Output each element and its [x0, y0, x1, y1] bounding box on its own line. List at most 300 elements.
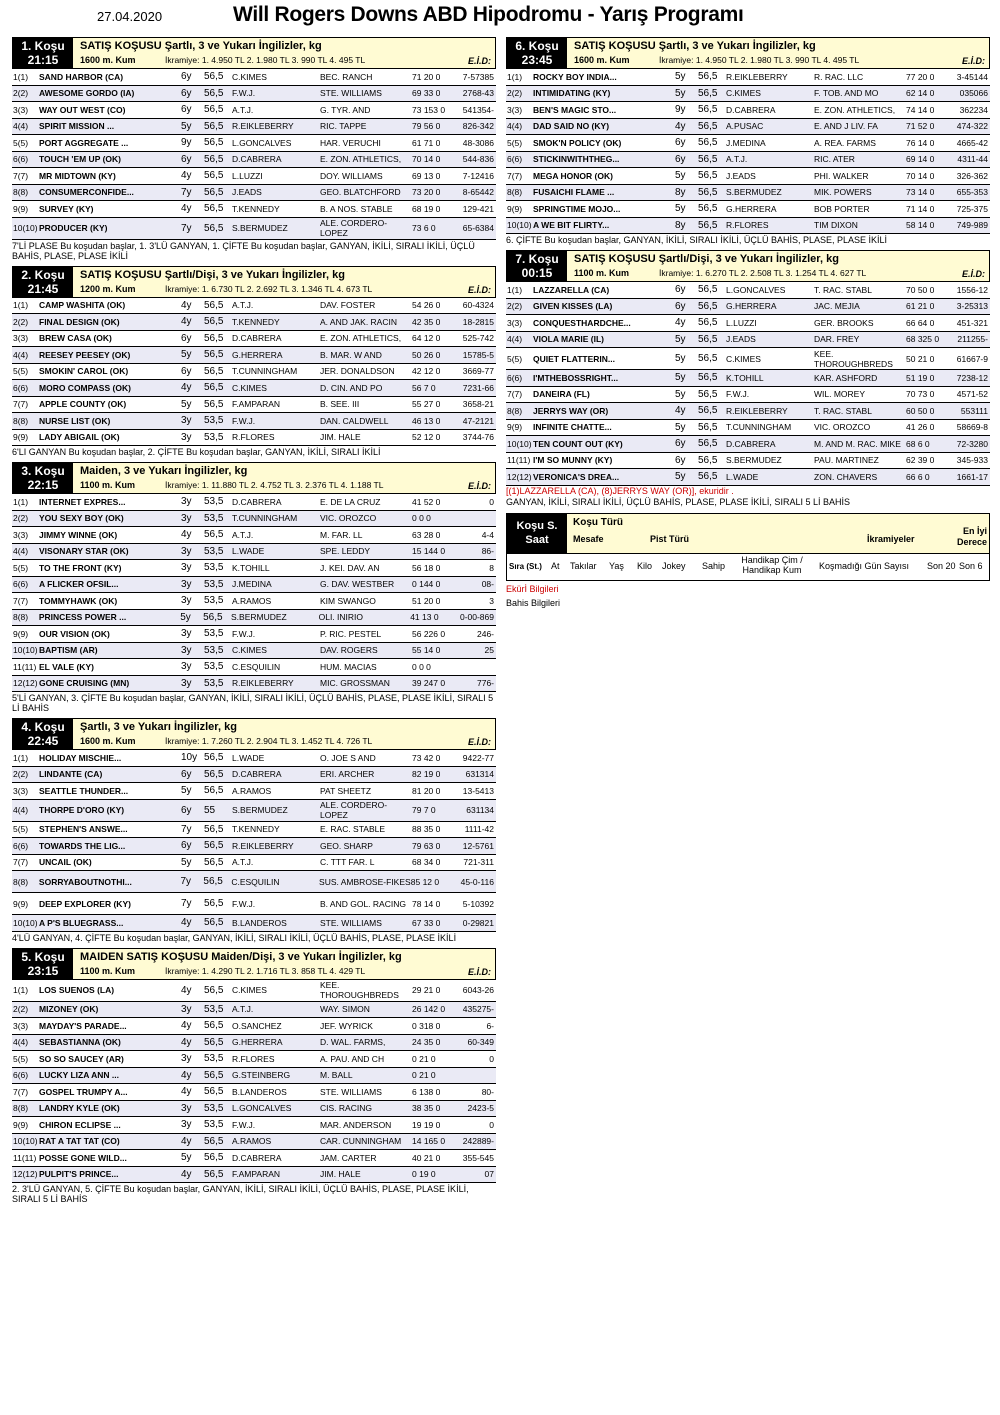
owner-name: BOB PORTER	[814, 203, 870, 214]
last-races: 80-	[481, 1086, 494, 1097]
ekuri-note: [(1)LAZZARELLA (CA), (8)JERRYS WAY (OR)], ekuridir .	[506, 485, 734, 496]
horse-weight: 56,5	[204, 332, 224, 344]
runner-row	[12, 822, 496, 839]
race-time: 21:15	[27, 53, 59, 67]
legend-son20: Son 20	[927, 560, 956, 571]
horse-age: 6y	[181, 840, 192, 852]
horse-stats: 70 50 0	[906, 284, 935, 295]
owner-name: E. ZON. ATHLETICS,	[320, 333, 402, 344]
runner-row	[12, 152, 496, 169]
owner-name: G. TYR. AND	[320, 104, 371, 115]
race-number-box	[13, 719, 73, 749]
runner-number: 8(8)	[13, 415, 29, 426]
horse-stats: 26 142 0	[412, 1004, 446, 1015]
horse-name: A FLICKER OFSIL...	[39, 579, 119, 590]
runner-row	[506, 135, 990, 152]
runner-row	[506, 387, 990, 404]
horse-stats: 67 33 0	[412, 917, 441, 928]
jockey-name: F.AMPARAN	[232, 399, 281, 410]
legend-kosu-turu: Koşu Türü	[573, 516, 623, 528]
runner-row	[506, 436, 990, 453]
runner-row	[12, 511, 496, 528]
owner-name: MIK. POWERS	[814, 187, 872, 198]
runner-number: 7(7)	[13, 595, 29, 606]
last-races: 60-4324	[462, 300, 494, 311]
race-header	[506, 250, 990, 282]
jockey-name: R.EIKLEBERRY	[232, 121, 294, 132]
last-races: 4571-52	[956, 389, 988, 400]
horse-name: BEN'S MAGIC STO...	[533, 104, 617, 115]
horse-age: 8y	[675, 186, 686, 198]
horse-age: 4y	[181, 1086, 192, 1098]
race-header	[506, 37, 990, 69]
owner-name: A. AND JAK. RACIN	[320, 316, 397, 327]
horse-name: CONSUMERCONFIDE...	[39, 187, 134, 198]
runner-row	[12, 783, 496, 800]
horse-name: SURVEY (KY)	[39, 203, 94, 214]
runner-number: 9(9)	[13, 898, 29, 909]
last-races: 7231-66	[462, 382, 494, 393]
runner-number: 7(7)	[13, 857, 29, 868]
horse-name: TOWARDS THE LIG...	[39, 840, 126, 851]
jockey-name: L.LUZZI	[232, 170, 263, 181]
last-races: 211255-	[957, 334, 988, 345]
runner-number: 7(7)	[13, 1086, 29, 1097]
jockey-name: S.BERMUDEZ	[726, 187, 782, 198]
horse-weight: 56,5	[204, 398, 224, 410]
jockey-name: A.RAMOS	[232, 785, 272, 796]
runner-number: 6(6)	[13, 154, 29, 165]
owner-name: JEF. WYRICK	[320, 1020, 373, 1031]
horse-age: 7y	[181, 898, 192, 909]
runner-number: 3(3)	[13, 785, 29, 796]
owner-name: ERI. ARCHER	[320, 769, 375, 780]
legend-son6: Son 6	[959, 560, 983, 571]
horse-weight: 53,5	[204, 562, 224, 574]
last-races: 13-5413	[462, 785, 494, 796]
legend-sahip: Sahip	[702, 560, 726, 571]
bet-note: 7'Lİ PLASE Bu koşudan başlar, 1. 3'LÜ GANYAN, 1. ÇİFTE Bu koşudan başlar, GANYAN, İKİLİ, SIRALI İKİLİ, ÜÇLÜ BAHİS, PLASE, PLASE İKİLİ	[12, 240, 475, 261]
owner-name: OLI. INIRIO	[318, 612, 364, 623]
jockey-name: C.KIMES	[232, 382, 267, 393]
runner-number: 6(6)	[13, 1070, 29, 1081]
race-info	[73, 949, 495, 979]
last-races: 86-	[481, 546, 494, 557]
horse-name: CONQUESTHARDCHE...	[533, 317, 631, 328]
race-number: 1. Koşu	[21, 39, 65, 53]
horse-name: LANDRY KYLE (OK)	[39, 1103, 120, 1114]
runner-row	[12, 871, 496, 893]
horse-age: 5y	[181, 785, 192, 797]
horse-weight: 56,5	[698, 454, 718, 466]
horse-age: 8y	[675, 219, 686, 231]
jockey-name: A.T.J.	[232, 857, 254, 868]
runner-number: 12(12)	[13, 1169, 38, 1180]
runner-number: 9(9)	[507, 203, 523, 214]
race-time: 22:15	[27, 478, 59, 492]
left-column	[12, 37, 496, 1209]
runner-row	[506, 218, 990, 235]
last-races: 525-742	[462, 333, 494, 344]
runner-row	[12, 135, 496, 152]
horse-weight: 56,5	[204, 768, 224, 780]
last-races: 12-5761	[462, 840, 494, 851]
race-title: Şartlı, 3 ve Yukarı İngilizler, kg	[80, 721, 237, 733]
horse-weight: 56,5	[204, 1168, 224, 1180]
horse-age: 7y	[180, 876, 192, 887]
horse-name: FUSAICHI FLAME ...	[533, 187, 615, 198]
horse-weight: 56,5	[204, 71, 224, 83]
horse-name: WAY OUT WEST (CO)	[39, 104, 126, 115]
runner-number: 8(8)	[507, 405, 523, 416]
horse-name: VISONARY STAR (OK)	[39, 546, 129, 557]
race-block	[12, 462, 496, 715]
race-number: 4. Koşu	[21, 720, 65, 734]
horse-age: 4y	[181, 984, 192, 996]
runner-number: 4(4)	[13, 805, 29, 815]
runner-number: 4(4)	[507, 121, 523, 132]
horse-stats: 0 0 0	[412, 513, 431, 524]
last-races: 6-	[486, 1020, 494, 1031]
owner-name: STE. WILLIAMS	[320, 917, 382, 928]
runner-row	[12, 1035, 496, 1052]
last-races: 553111	[960, 405, 988, 416]
race-header	[12, 462, 496, 494]
jockey-name: J.EADS	[726, 334, 756, 345]
horse-age: 6y	[675, 438, 686, 450]
runner-row	[12, 69, 496, 86]
jockey-name: L.GONCALVES	[232, 1103, 292, 1114]
race-time: 21:45	[27, 281, 59, 296]
bet-note: 2. 3'LÜ GANYAN, 5. ÇİFTE Bu koşudan başlar, GANYAN, İKİLİ, SIRALI İKİLİ, ÜÇLÜ BAHİS, PLASE, PLASE İKİLİ, SIRALI 5 Lİ BAHİS	[12, 1184, 469, 1204]
last-races: 08-	[481, 579, 494, 590]
horse-name: MAYDAY'S PARADE...	[39, 1020, 127, 1031]
owner-name: ALE. CORDERO-LOPEZ	[320, 800, 388, 820]
horse-age: 4y	[181, 382, 192, 394]
owner-name: HAR. VERUCHI	[320, 137, 381, 148]
race-title: SATIŞ KOŞUSU Şartlı/Dişi, 3 ve Yukarı İngilizler, kg	[574, 253, 839, 265]
jockey-name: T.CUNNINGHAM	[232, 513, 298, 524]
horse-name: PULPIT'S PRINCE...	[39, 1169, 119, 1180]
jockey-name: D.CABRERA	[232, 154, 282, 165]
last-races: 3658-21	[462, 399, 494, 410]
runner-number: 12(12)	[507, 471, 532, 482]
last-races: 655-353	[956, 187, 988, 198]
horse-name: SO SO SAUCEY (AR)	[39, 1053, 124, 1064]
race-prize: İkramiye: 1. 6.270 TL 2. 2.508 TL 3. 1.254 TL 4. 627 TL	[659, 268, 867, 278]
runner-number: 2(2)	[507, 88, 523, 99]
horse-age: 6y	[675, 137, 686, 149]
owner-name: RIC. ATER	[814, 154, 855, 165]
runner-row	[12, 494, 496, 511]
horse-name: LADY ABIGAIL (OK)	[39, 432, 120, 443]
owner-name: A. REA. FARMS	[814, 137, 876, 148]
legend-bahis: Bahis Bilgileri	[506, 597, 561, 608]
runner-number: 6(6)	[13, 579, 29, 590]
last-races: 3-25313	[956, 301, 988, 312]
race-distance: 1100 m. Kum	[80, 480, 136, 490]
runner-row	[12, 676, 496, 693]
jockey-name: S.BERMUDEZ	[726, 455, 782, 466]
jockey-name: D.CABRERA	[232, 496, 282, 507]
legend-ikramiye: İkramiyeler	[867, 533, 915, 544]
horse-age: 5y	[675, 353, 686, 364]
horse-weight: 55	[204, 804, 216, 816]
horse-weight: 56,5	[204, 1086, 224, 1098]
horse-weight: 53,5	[204, 1119, 224, 1131]
horse-stats: 68 34 0	[412, 857, 441, 868]
horse-weight: 53,5	[204, 1102, 224, 1114]
bet-note: 5'Lİ GANYAN, 3. ÇİFTE Bu koşudan başlar, GANYAN, İKİLİ, SIRALI İKİLİ, ÜÇLÜ BAHİS, PLASE, PLASE İKİLİ, SIRALI 5 Lİ BAHİS	[12, 693, 494, 713]
race-eid: E.İ.D:	[961, 269, 985, 279]
horse-stats: 70 14 0	[412, 154, 441, 165]
last-races: 4-4	[481, 529, 494, 540]
horse-name: CHIRON ECLIPSE ...	[39, 1119, 121, 1130]
race-number: 7. Koşu	[515, 252, 559, 266]
horse-weight: 56,5	[204, 120, 224, 132]
last-races: 242889-	[462, 1136, 494, 1147]
owner-name: B. SEE. III	[320, 399, 360, 410]
race-prize: İkramiye: 1. 7.260 TL 2. 2.904 TL 3. 1.452 TL 4. 726 TL	[165, 736, 373, 746]
owner-name: B. AND GOL. RACING	[320, 898, 406, 909]
horse-name: HOLIDAY MISCHIE...	[39, 752, 122, 763]
horse-weight: 53,5	[204, 431, 224, 443]
runner-list	[12, 980, 496, 1184]
horse-age: 5y	[675, 71, 686, 83]
horse-stats: 40 21 0	[412, 1152, 441, 1163]
horse-age: 3y	[181, 1102, 192, 1114]
horse-name: SEATTLE THUNDER...	[39, 785, 129, 796]
runner-number: 8(8)	[13, 1103, 29, 1114]
runner-number: 5(5)	[13, 137, 29, 148]
jockey-name: R.EIKLEBERRY	[232, 678, 294, 689]
last-races: 4665-42	[956, 137, 988, 148]
horse-stats: 62 14 0	[906, 88, 935, 99]
race-time: 23:45	[521, 53, 553, 67]
last-races: 1111-42	[464, 824, 494, 835]
jockey-name: K.TOHILL	[726, 372, 764, 383]
last-races: 826-342	[462, 121, 494, 132]
owner-name: RIC. TAPPE	[320, 121, 367, 132]
horse-age: 6y	[675, 300, 686, 312]
horse-stats: 24 35 0	[412, 1037, 441, 1048]
horse-weight: 56,5	[698, 87, 718, 99]
jockey-name: C.ESQUILIN	[231, 876, 280, 887]
jockey-name: L.WADE	[232, 546, 265, 557]
owner-name: TIM DIXON	[814, 220, 858, 231]
jockey-name: A.T.J.	[232, 300, 254, 311]
horse-age: 4y	[675, 317, 686, 329]
horse-stats: 39 247 0	[412, 678, 446, 689]
horse-age: 4y	[675, 405, 686, 417]
runner-number: 5(5)	[13, 366, 29, 377]
jockey-name: G.STEINBERG	[232, 1070, 291, 1081]
horse-age: 3y	[181, 562, 192, 574]
last-races: 47-2121	[462, 415, 494, 426]
owner-name: MIC. GROSSMAN	[320, 678, 390, 689]
runner-row	[12, 397, 496, 414]
horse-stats: 41 26 0	[906, 422, 935, 433]
horse-stats: 58 14 0	[906, 220, 935, 231]
jockey-name: F.W.J.	[232, 1119, 256, 1130]
last-races: 61667-9	[956, 353, 988, 364]
page-title: Will Rogers Downs ABD Hipodromu - Yarış Programı	[233, 3, 744, 26]
runner-number: 5(5)	[507, 353, 523, 364]
runner-number: 3(3)	[13, 333, 29, 344]
horse-age: 4y	[675, 120, 686, 132]
horse-weight: 56,5	[698, 388, 718, 400]
runner-number: 3(3)	[507, 104, 523, 115]
horse-age: 5y	[675, 388, 686, 400]
horse-weight: 56,5	[698, 219, 718, 231]
last-races: 326-362	[956, 170, 988, 181]
jockey-name: C.KIMES	[726, 88, 761, 99]
horse-age: 6y	[675, 454, 686, 466]
horse-stats: 85 12 0	[410, 876, 440, 887]
owner-name: J. KEI. DAV. AN	[320, 562, 380, 573]
runner-number: 3(3)	[13, 104, 29, 115]
horse-weight: 56,5	[204, 170, 224, 182]
owner-name: VIC. OROZCO	[814, 422, 871, 433]
horse-weight: 56,5	[698, 120, 718, 132]
horse-stats: 71 14 0	[906, 203, 935, 214]
horse-weight: 53,5	[204, 595, 224, 607]
horse-stats: 15 144 0	[412, 546, 446, 557]
horse-name: INFINITE CHATTE...	[533, 422, 612, 433]
owner-name: DAV. ROGERS	[320, 645, 378, 656]
horse-weight: 56,5	[204, 823, 224, 835]
horse-name: VIOLA MARIE (IL)	[533, 334, 604, 345]
runner-number: 12(12)	[13, 678, 38, 689]
last-races: 58669-8	[956, 422, 988, 433]
horse-stats: 74 14 0	[906, 104, 935, 115]
jockey-name: R.EIKLEBERRY	[726, 71, 788, 82]
race-title: SATIŞ KOŞUSU Şartlı/Dişi, 3 ve Yukarı İngilizler, kg	[80, 268, 345, 281]
race-info	[567, 38, 989, 68]
horse-name: ROCKY BOY INDIA...	[533, 71, 617, 82]
horse-weight: 53,5	[204, 1053, 224, 1065]
horse-age: 4y	[181, 170, 192, 182]
runner-number: 7(7)	[507, 170, 523, 181]
horse-weight: 56,5	[698, 284, 718, 296]
last-races: 3744-76	[462, 432, 494, 443]
runner-number: 8(8)	[13, 612, 29, 623]
last-races: 18-2815	[462, 316, 494, 327]
runner-row	[12, 915, 496, 932]
jockey-name: A.T.J.	[726, 154, 748, 165]
horse-weight: 56,5	[698, 186, 718, 198]
runner-row	[12, 577, 496, 594]
last-races: 544-836	[462, 154, 494, 165]
horse-stats: 52 12 0	[412, 432, 441, 443]
horse-weight: 53,5	[204, 628, 224, 640]
runner-row	[12, 201, 496, 218]
last-races: 60-349	[467, 1037, 494, 1048]
runner-row	[12, 855, 496, 872]
horse-weight: 53,5	[204, 512, 224, 524]
runner-number: 9(9)	[507, 422, 523, 433]
horse-stats: 79 63 0	[412, 840, 441, 851]
horse-weight: 56,5	[204, 365, 224, 377]
horse-name: UNCAIL (OK)	[39, 857, 92, 868]
horse-name: SEBASTIANNA (OK)	[39, 1037, 121, 1048]
horse-weight: 56,5	[698, 372, 718, 384]
runner-number: 5(5)	[13, 1053, 29, 1064]
runner-row	[12, 1068, 496, 1085]
horse-weight: 56,5	[204, 984, 224, 996]
runner-number: 11(11)	[13, 661, 37, 672]
horse-name: MIZONEY (OK)	[39, 1004, 99, 1015]
horse-name: RAT A TAT TAT (CO)	[39, 1136, 120, 1147]
horse-name: FINAL DESIGN (OK)	[39, 316, 120, 327]
horse-age: 3y	[181, 677, 192, 689]
owner-name: CIS. RACING	[320, 1103, 372, 1114]
horse-age: 3y	[181, 1003, 192, 1015]
runner-list	[12, 69, 496, 240]
horse-stats: 68 19 0	[412, 203, 441, 214]
race-title: SATIŞ KOŞUSU Şartlı, 3 ve Yukarı İngilizler, kg	[80, 40, 322, 52]
jockey-name: F.W.J.	[232, 898, 256, 909]
last-races: 2423-5	[467, 1103, 494, 1114]
last-races: 0	[489, 1119, 494, 1130]
last-races: 631134	[466, 805, 494, 815]
horse-stats: 68 6 0	[906, 438, 930, 449]
horse-weight: 56,5	[203, 611, 223, 623]
horse-weight: 53,5	[204, 1003, 224, 1015]
last-races: 3669-77	[462, 366, 494, 377]
runner-row	[506, 403, 990, 420]
jockey-name: J.EADS	[232, 187, 262, 198]
last-races: 7-12416	[462, 170, 494, 181]
owner-name: E. DE LA CRUZ	[320, 496, 381, 507]
horse-name: SAND HARBOR (CA)	[39, 71, 124, 82]
owner-name: D. CIN. AND PO	[320, 382, 383, 393]
last-races: 246-	[476, 628, 494, 639]
horse-weight: 56,5	[698, 421, 718, 433]
runner-row	[12, 430, 496, 447]
legend-sira: Sıra (St.)	[509, 561, 542, 571]
owner-name: ALE. CORDERO-LOPEZ	[320, 218, 388, 238]
horse-name: JIMMY WINNE (OK)	[39, 529, 118, 540]
runner-number: 2(2)	[13, 88, 29, 99]
horse-weight: 56,5	[698, 333, 718, 345]
horse-name: PRINCESS POWER ...	[38, 612, 127, 623]
runner-number: 1(1)	[13, 300, 29, 311]
last-races: 5-10392	[462, 898, 494, 909]
horse-weight: 56,5	[204, 153, 224, 165]
horse-stats: 70 73 0	[906, 389, 935, 400]
horse-stats: 61 21 0	[906, 301, 935, 312]
horse-weight: 56,5	[204, 137, 224, 149]
race-info	[73, 267, 495, 297]
horse-age: 6y	[181, 87, 192, 99]
runner-number: 8(8)	[13, 187, 29, 198]
horse-name: CAMP WASHITA (OK)	[39, 300, 126, 311]
runner-number: 2(2)	[13, 769, 29, 780]
runner-row	[506, 119, 990, 136]
runner-row	[12, 593, 496, 610]
owner-name: T. RAC. STABL	[814, 405, 872, 416]
horse-name: POSSE GONE WILD...	[39, 1152, 127, 1163]
horse-age: 4y	[181, 203, 192, 215]
horse-stats: 68 325 0	[906, 334, 940, 345]
horse-stats: 56 7 0	[412, 382, 436, 393]
last-races: 9422-77	[462, 752, 494, 763]
horse-age: 5y	[675, 471, 686, 483]
horse-age: 3y	[181, 415, 192, 427]
horse-weight: 53,5	[204, 415, 224, 427]
horse-weight: 56,5	[204, 349, 224, 361]
